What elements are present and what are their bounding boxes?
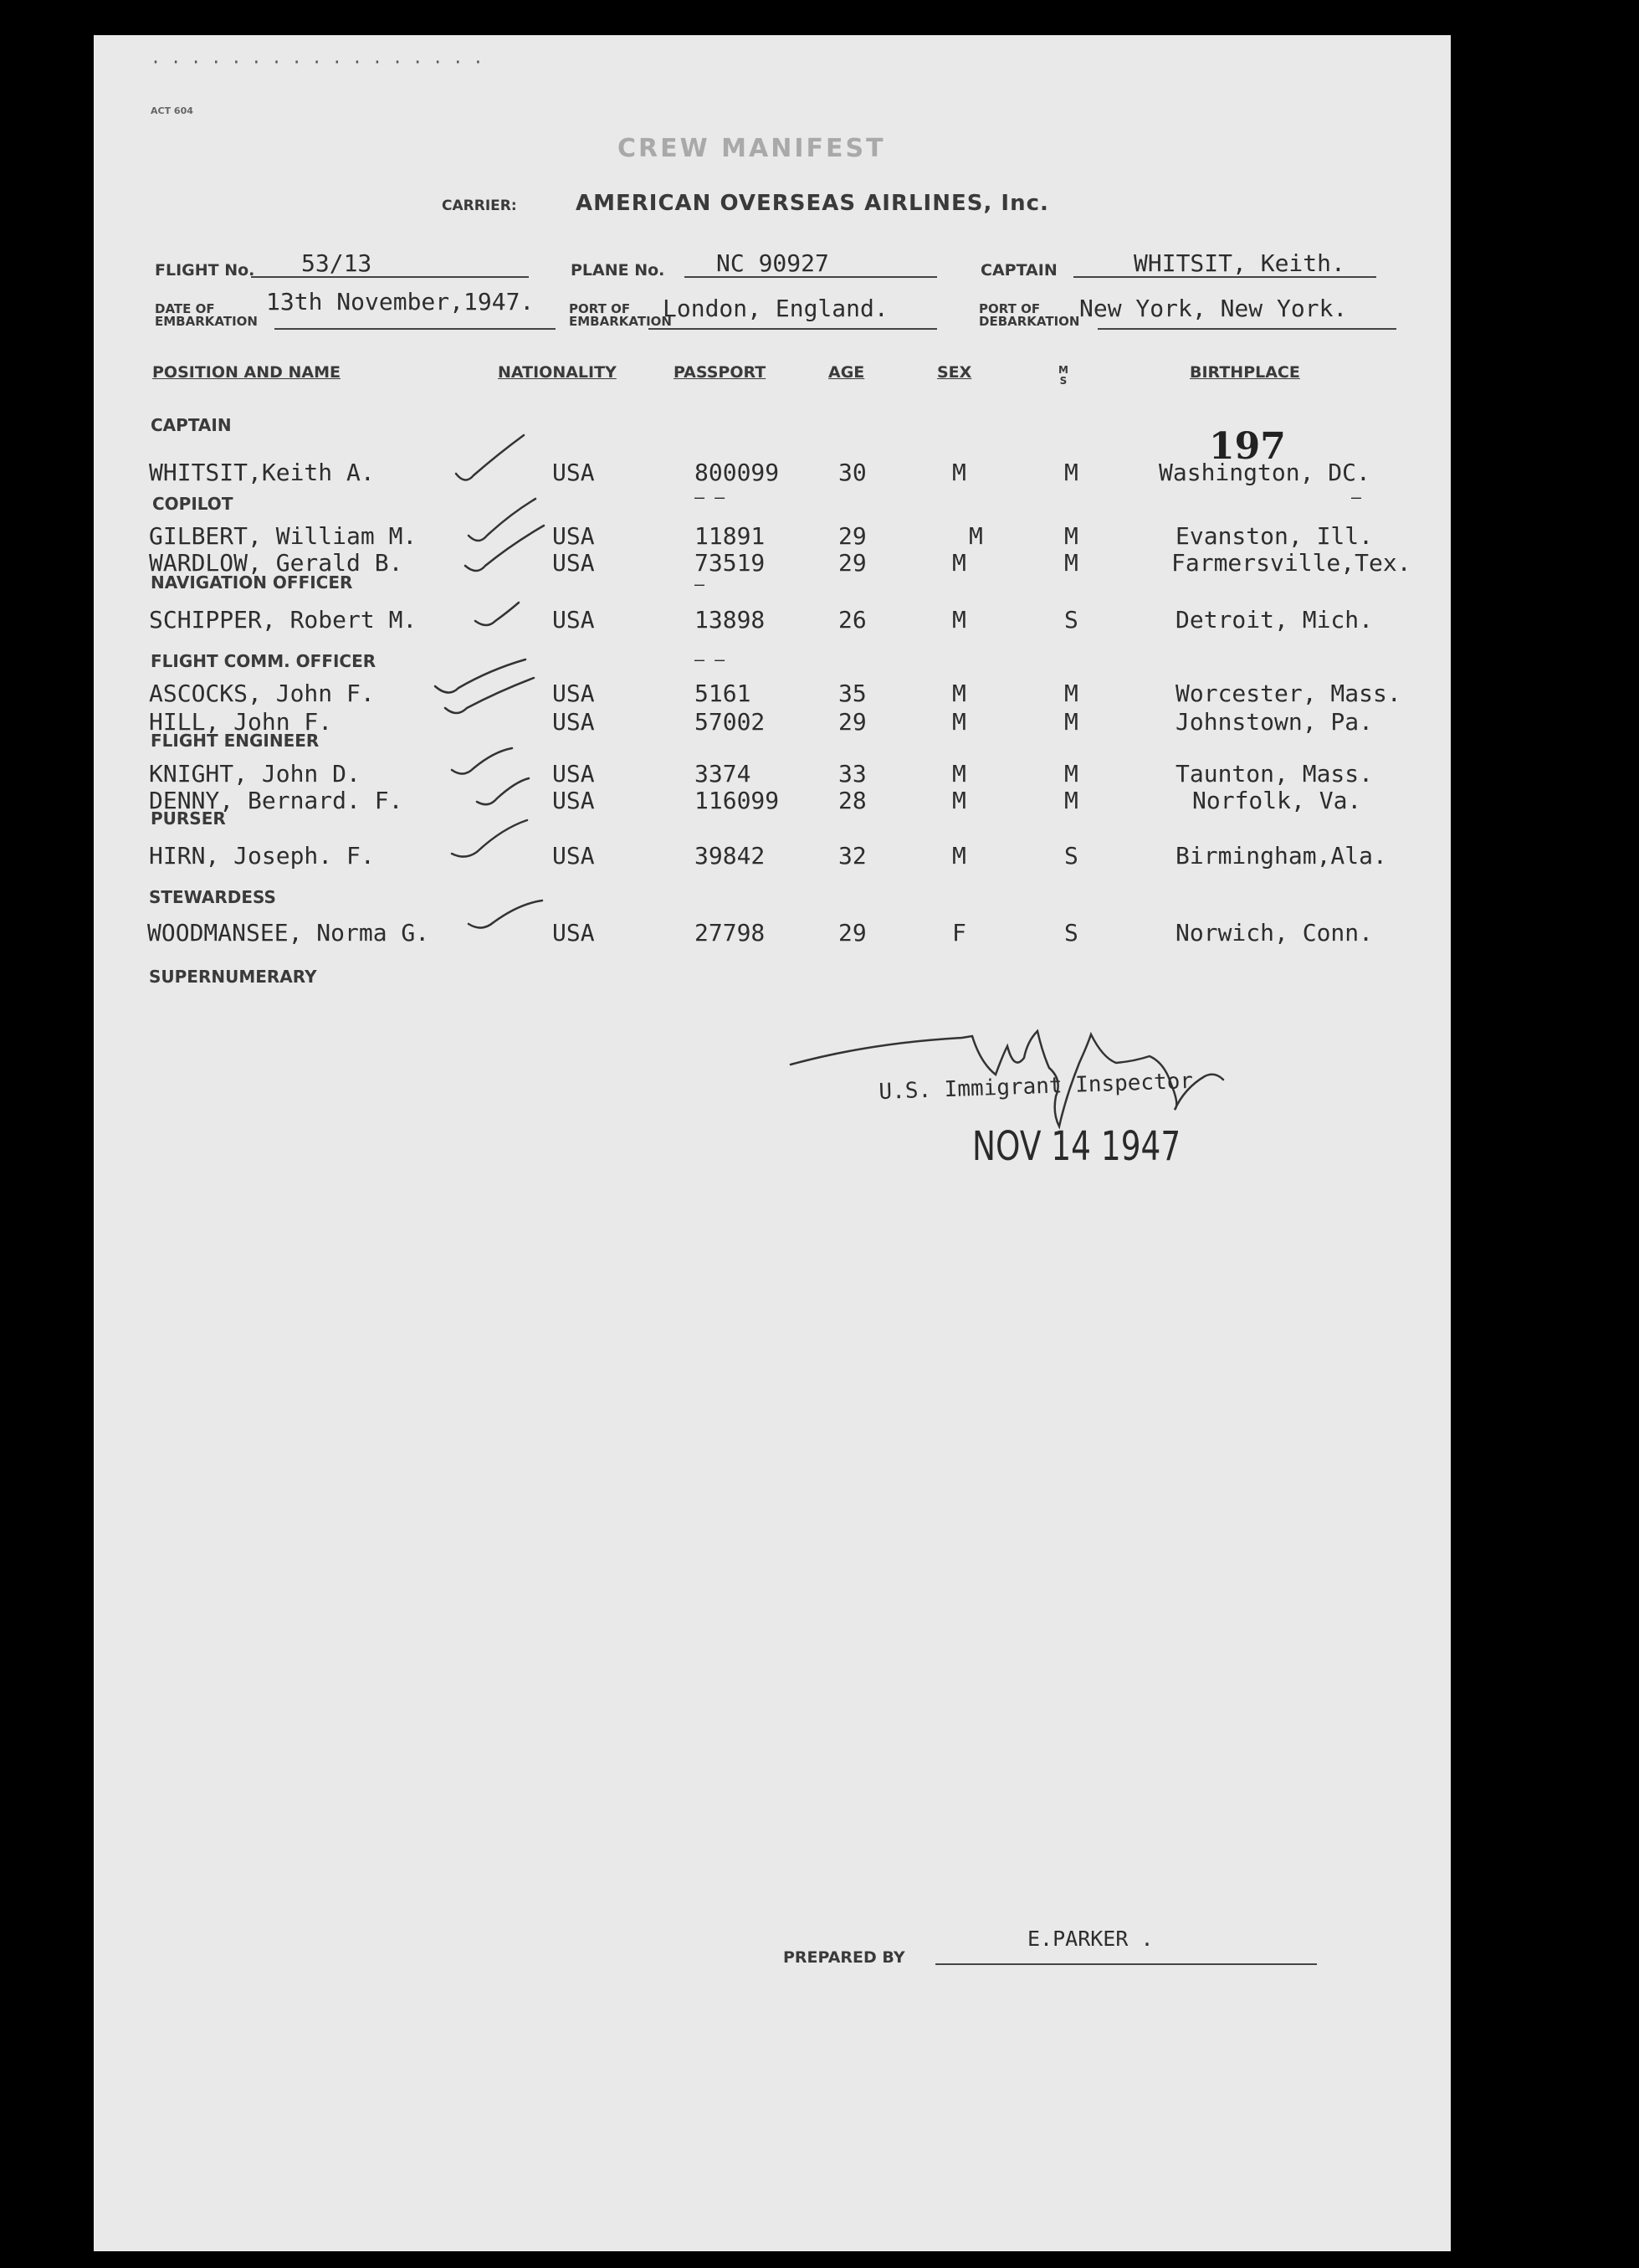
crew-birthplace: Norwich, Conn. (1175, 919, 1374, 947)
crew-birthplace: Worcester, Mass. (1175, 680, 1401, 707)
crew-marital-status: M (1064, 680, 1078, 707)
form-number: ACT 604 (151, 105, 193, 116)
section-purser: PURSER (151, 808, 226, 829)
crew-birthplace: Evanston, Ill. (1175, 522, 1374, 550)
col-sex: SEX (937, 363, 972, 382)
port-embarkation-value: London, England. (663, 295, 889, 322)
crew-sex: M (952, 606, 966, 634)
section-flight-engineer: FLIGHT ENGINEER (151, 731, 320, 751)
crew-marital-status: S (1064, 919, 1078, 947)
dash-mark: — (694, 574, 705, 594)
crew-nationality: USA (552, 760, 595, 788)
crew-sex: M (952, 459, 966, 486)
section-copilot: COPILOT (152, 494, 233, 514)
crew-age: 29 (838, 522, 867, 550)
flight-no-value: 53/13 (301, 249, 372, 277)
crew-passport: 800099 (694, 459, 780, 486)
crew-nationality: USA (552, 680, 595, 707)
crew-age: 28 (838, 787, 867, 814)
crew-age: 30 (838, 459, 867, 486)
crew-passport: 5161 (694, 680, 751, 707)
crew-name: WHITSIT,Keith A. (149, 459, 375, 486)
carrier-label: CARRIER: (442, 198, 517, 214)
crew-marital-status: M (1064, 549, 1078, 577)
crew-name: HIRN, Joseph. F. (149, 842, 375, 870)
date-label: DATE OF EMBARKATION (155, 301, 258, 329)
crew-birthplace: Washington, DC. (1159, 459, 1370, 486)
check-mark (469, 901, 542, 928)
port-embarkation-label: PORT OF EMBARKATION (569, 301, 672, 329)
check-mark (452, 820, 527, 857)
carrier-name: AMERICAN OVERSEAS AIRLINES, Inc. (576, 191, 1049, 216)
crew-sex: M (952, 708, 966, 736)
col-age: AGE (828, 363, 865, 382)
prepared-by-value: E.PARKER . (1027, 1927, 1154, 1951)
crew-age: 35 (838, 680, 867, 707)
dash-mark: — (1351, 487, 1362, 507)
col-marital-status: M S (1058, 364, 1068, 387)
check-mark (469, 499, 535, 541)
plane-no-value: NC 90927 (716, 249, 829, 277)
dash-mark: — — (694, 649, 725, 670)
crew-nationality: USA (552, 919, 595, 947)
crew-name: WARDLOW, Gerald B. (149, 549, 403, 577)
crew-age: 26 (838, 606, 867, 634)
crew-sex: M (969, 522, 983, 550)
col-nationality: NATIONALITY (498, 363, 617, 382)
section-supernumerary: SUPERNUMERARY (149, 967, 317, 987)
col-birthplace: BIRTHPLACE (1190, 363, 1300, 382)
crew-birthplace: Johnstown, Pa. (1175, 708, 1374, 736)
crew-age: 29 (838, 919, 867, 947)
crew-marital-status: M (1064, 708, 1078, 736)
section-captain: CAPTAIN (151, 415, 232, 435)
crew-nationality: USA (552, 522, 595, 550)
crew-birthplace: Birmingham,Ala. (1175, 842, 1387, 870)
crew-name: WOODMANSEE, Norma G. (147, 919, 430, 947)
crew-name: KNIGHT, John D. (149, 760, 361, 788)
check-mark (465, 526, 544, 571)
check-mark (475, 603, 519, 625)
crew-birthplace: Farmersville,Tex. (1171, 549, 1411, 577)
crew-marital-status: M (1064, 522, 1078, 550)
port-debarkation-label: PORT OF DEBARKATION (979, 301, 1080, 329)
crew-age: 33 (838, 760, 867, 788)
crew-age: 29 (838, 549, 867, 577)
prepared-by-label: PREPARED BY (783, 1948, 905, 1967)
crew-passport: 13898 (694, 606, 766, 634)
crew-age: 32 (838, 842, 867, 870)
crew-name: GILBERT, William M. (149, 522, 417, 550)
col-position-name: POSITION AND NAME (152, 363, 341, 382)
section-flight-comm-officer: FLIGHT COMM. OFFICER (151, 651, 376, 671)
crew-nationality: USA (552, 606, 595, 634)
captain-value: WHITSIT, Keith. (1134, 249, 1345, 277)
col-passport: PASSPORT (674, 363, 766, 382)
crew-passport: 116099 (694, 787, 780, 814)
embarkation-date-value: 13th November,1947. (266, 288, 535, 316)
crew-name: DENNY, Bernard. F. (149, 787, 403, 814)
dash-mark: — — (694, 487, 725, 507)
crew-passport: 73519 (694, 549, 766, 577)
crew-name: HILL, John F. (149, 708, 333, 736)
crew-marital-status: M (1064, 459, 1078, 486)
crew-passport: 27798 (694, 919, 766, 947)
crew-sex: M (952, 549, 966, 577)
crew-birthplace: Detroit, Mich. (1175, 606, 1374, 634)
crew-birthplace: Norfolk, Va. (1192, 787, 1362, 814)
section-navigation-officer: NAVIGATION OFFICER (151, 572, 353, 593)
check-mark (452, 748, 512, 774)
crew-sex: M (952, 760, 966, 788)
crew-passport: 11891 (694, 522, 766, 550)
inspector-title: U.S. Immigrant Inspector (878, 1068, 1194, 1105)
captain-label: CAPTAIN (981, 261, 1058, 280)
scan-specks: · · · · · · · · · · · · · · · · · (151, 52, 484, 72)
crew-nationality: USA (552, 459, 595, 486)
crew-marital-status: M (1064, 787, 1078, 814)
crew-sex: M (952, 680, 966, 707)
crew-nationality: USA (552, 842, 595, 870)
page-number: 197 (1209, 425, 1286, 468)
crew-sex: M (952, 787, 966, 814)
flight-no-label: FLIGHT No. (155, 261, 255, 280)
plane-no-label: PLANE No. (571, 261, 665, 280)
crew-passport: 3374 (694, 760, 751, 788)
crew-passport: 39842 (694, 842, 766, 870)
document-title: CREW MANIFEST (617, 134, 886, 163)
crew-marital-status: S (1064, 842, 1078, 870)
crew-sex: M (952, 842, 966, 870)
crew-marital-status: S (1064, 606, 1078, 634)
crew-marital-status: M (1064, 760, 1078, 788)
check-mark (445, 678, 534, 713)
crew-name: ASCOCKS, John F. (149, 680, 375, 707)
date-stamp: NOV 14 1947 (972, 1123, 1181, 1170)
check-mark (477, 778, 529, 804)
crew-passport: 57002 (694, 708, 766, 736)
check-mark (456, 435, 524, 480)
section-stewardess: STEWARDESS (149, 887, 276, 907)
crew-nationality: USA (552, 708, 595, 736)
crew-sex: F (952, 919, 966, 947)
crew-name: SCHIPPER, Robert M. (149, 606, 417, 634)
crew-age: 29 (838, 708, 867, 736)
crew-birthplace: Taunton, Mass. (1175, 760, 1374, 788)
crew-nationality: USA (552, 549, 595, 577)
crew-nationality: USA (552, 787, 595, 814)
port-debarkation-value: New York, New York. (1079, 295, 1348, 322)
